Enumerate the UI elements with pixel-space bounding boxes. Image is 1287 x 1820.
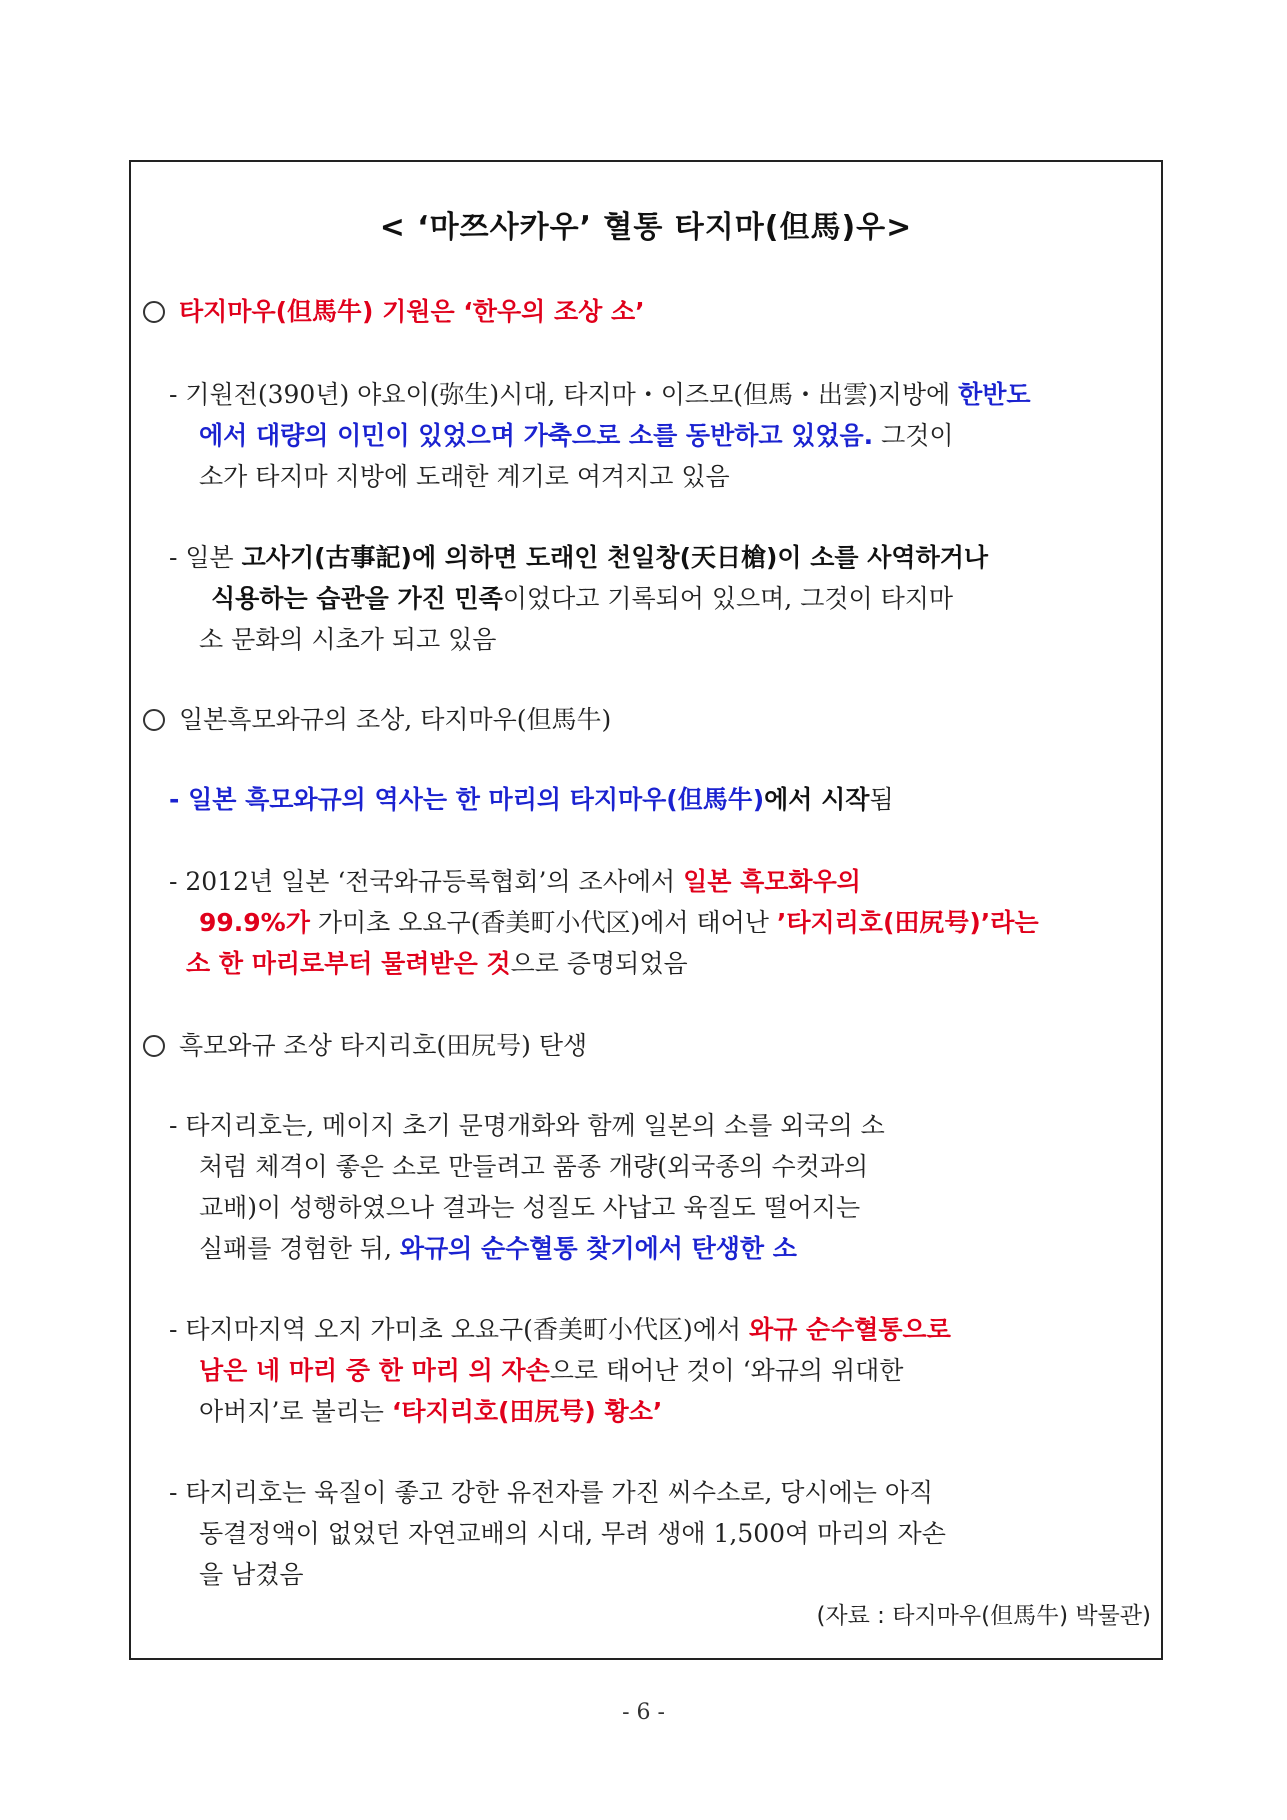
text-highlight: ’타지리호(田尻号)’라는 [776,908,1039,937]
circle-bullet-icon [143,709,165,731]
page-title: < ‘마쯔사카우’ 혈통 타지마(但馬)우> [379,210,913,245]
text-highlight: - 일본 흑모와규의 역사는 한 마리의 타지마우(但馬牛) [169,785,765,814]
text-highlight: 99.9%가 [199,908,310,937]
text: 소가 타지마 지방에 도래한 계기로 여겨지고 있음 [199,462,730,491]
text: - 일본 [169,543,242,572]
text: 이었다고 기록되어 있으며, 그것이 타지마 [502,584,954,613]
page-number: - 6 - [622,1700,665,1725]
text-highlight: 와규 순수혈통으로 [748,1315,951,1344]
content-box [129,160,1163,1660]
text: - 타지리호는 육질이 좋고 강한 유전자를 가진 씨수소로, 당시에는 아직 [169,1478,934,1507]
heading-text: 흑모와규 조상 타지리호(田尻号) 탄생 [179,1031,588,1060]
text-highlight: ‘타지리호(田尻号) 황소’ [391,1397,663,1426]
text: 으로 태어난 것이 ‘와규의 위대한 [549,1356,904,1385]
text: 으로 증명되었음 [510,949,688,978]
text: 교배)이 성행하였으나 결과는 성질도 사납고 육질도 떨어지는 [199,1193,861,1222]
text: 동결정액이 없었던 자연교배의 시대, 무려 생애 1,500여 마리의 자손 [199,1519,946,1548]
text-highlight: 와규의 순수혈통 찾기에서 탄생한 소 [399,1234,797,1263]
text: - 타지리호는, 메이지 초기 문명개화와 함께 일본의 소를 외국의 소 [169,1111,885,1140]
text-highlight: 에서 대량의 이민이 있었으며 가축으로 소를 동반하고 있었음. [199,421,874,450]
text-highlight: 남은 네 마리 중 한 마리 의 자손 [199,1356,550,1385]
source-note: (자료 : 타지마우(但馬牛) 박물관) [816,1603,1151,1629]
text-bold: 고사기(古事記)에 의하면 도래인 천일창(天日槍)이 소를 사역하거나 [241,543,989,572]
text: 을 남겼음 [199,1560,304,1589]
text: - 기원전(390년) 야요이(弥生)시대, 타지마・이즈모(但馬・出雲)지방에 [169,380,959,409]
circle-bullet-icon [143,301,165,323]
text: 그것이 [873,421,954,450]
text: 실패를 경험한 뒤, [199,1234,400,1263]
heading-text: 타지마우(但馬牛) 기원은 ‘한우의 조상 소’ [179,297,645,326]
text: 처럼 체격이 좋은 소로 만들려고 품종 개량(외국종의 수컷과의 [199,1152,869,1181]
heading-text: 일본흑모와규의 조상, 타지마우(但馬牛) [179,705,612,734]
text: 됨 [869,785,894,814]
text: - 타지마지역 오지 가미초 오요구(香美町小代区)에서 [169,1315,749,1344]
text-highlight: 소 한 마리로부터 물려받은 것 [186,949,511,978]
text-bold: 식용하는 습관을 가진 민족 [211,584,503,613]
text: 아버지’로 불리는 [199,1397,392,1426]
text-bold: 에서 시작 [764,785,870,814]
circle-bullet-icon [143,1035,165,1057]
text: 소 문화의 시초가 되고 있음 [199,625,497,654]
text: - 2012년 일본 ‘전국와규등록협회’의 조사에서 [169,867,684,896]
text-highlight: 일본 흑모화우의 [683,867,861,896]
text-highlight: 한반도 [958,380,1031,409]
text: 가미초 오요구(香美町小代区)에서 태어난 [309,908,777,937]
